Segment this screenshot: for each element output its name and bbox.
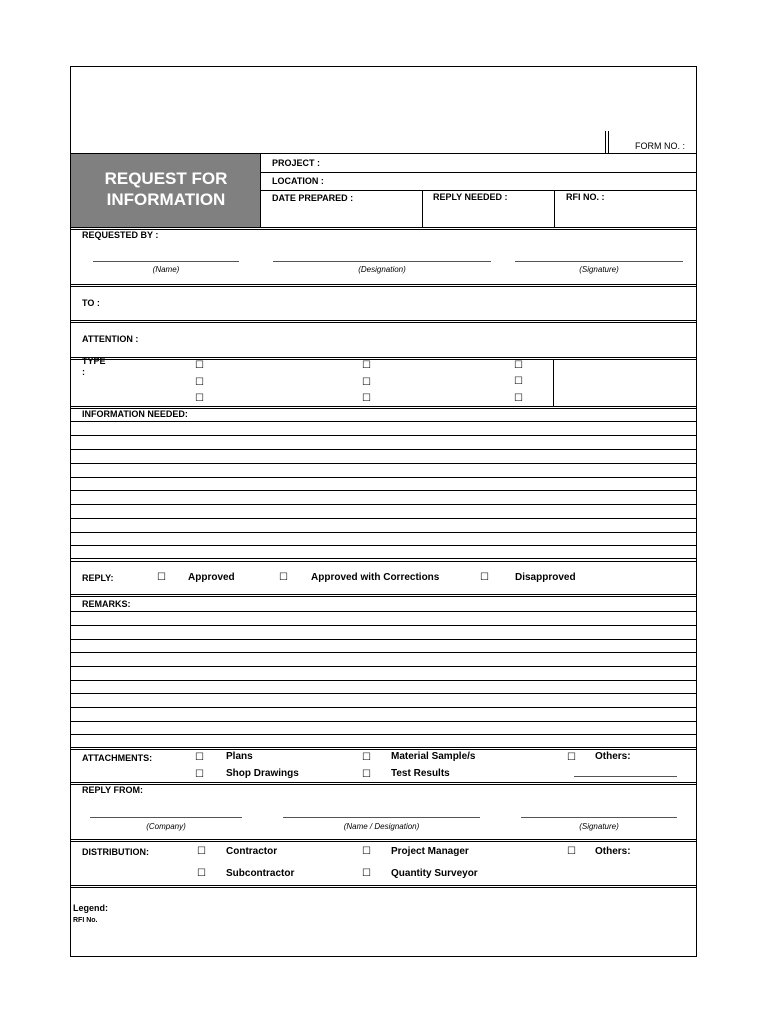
shop-drawings-checkbox[interactable]: ☐ — [195, 769, 204, 780]
attachments-others-field[interactable] — [574, 776, 677, 777]
section-line — [70, 229, 696, 230]
plans-option: Plans — [226, 751, 253, 762]
reply-from-label: REPLY FROM: — [82, 785, 144, 795]
type-checkbox-4[interactable]: ☐ — [362, 360, 371, 371]
section-line — [70, 322, 696, 323]
remarks-label: REMARKS: — [82, 599, 131, 609]
section-line — [70, 359, 696, 360]
approved-with-corrections-option: Approved with Corrections — [311, 572, 440, 583]
reply-needed-label: REPLY NEEDED : — [433, 192, 508, 202]
distribution-others-option: Others: — [595, 846, 631, 857]
form-no-marker — [605, 131, 606, 153]
writing-line — [70, 558, 696, 559]
legend-item-rfi-no: RFI No. — [73, 917, 98, 924]
signature-caption: (Signature) — [579, 265, 619, 274]
writing-line — [70, 625, 696, 626]
section-line — [70, 284, 696, 285]
form-no-label: FORM NO. : — [635, 141, 685, 151]
material-samples-checkbox[interactable]: ☐ — [362, 752, 371, 763]
type-checkbox-7[interactable]: ☐ — [514, 360, 523, 371]
section-line — [70, 594, 696, 595]
test-results-checkbox[interactable]: ☐ — [362, 769, 371, 780]
type-checkbox-3[interactable]: ☐ — [195, 393, 204, 404]
project-manager-checkbox[interactable]: ☐ — [362, 846, 371, 857]
type-checkbox-1[interactable]: ☐ — [195, 360, 204, 371]
writing-line — [70, 666, 696, 667]
name-signature-line[interactable] — [93, 261, 239, 262]
name-caption: (Name) — [152, 265, 180, 274]
section-line — [70, 406, 696, 407]
attention-field[interactable] — [148, 333, 678, 345]
writing-line — [70, 518, 696, 519]
reply-signature-line[interactable] — [521, 817, 677, 818]
writing-line — [70, 490, 696, 491]
writing-line — [70, 611, 696, 612]
plans-checkbox[interactable]: ☐ — [195, 752, 204, 763]
section-line — [70, 885, 696, 886]
type-label: TYPE : — [82, 356, 106, 377]
location-label: LOCATION : — [272, 176, 324, 186]
type-checkbox-9[interactable]: ☐ — [514, 393, 523, 404]
form-no-marker — [608, 131, 609, 153]
requested-by-label: REQUESTED BY : — [82, 230, 159, 240]
writing-line — [70, 680, 696, 681]
attachments-others-option: Others: — [595, 751, 631, 762]
subcontractor-option: Subcontractor — [226, 868, 295, 879]
information-needed-label: INFORMATION NEEDED: — [82, 409, 188, 419]
writing-line — [70, 734, 696, 735]
writing-line — [70, 477, 696, 478]
writing-line — [70, 504, 696, 505]
writing-line — [70, 707, 696, 708]
reply-needed-field[interactable] — [433, 208, 543, 220]
writing-line — [70, 639, 696, 640]
location-line — [260, 190, 696, 191]
section-line — [70, 286, 696, 287]
disapproved-checkbox[interactable]: ☐ — [480, 572, 489, 583]
date-prepared-field[interactable] — [272, 208, 412, 220]
attachments-label: ATTACHMENTS: — [82, 753, 153, 763]
section-line — [70, 784, 696, 785]
distribution-label: DISTRIBUTION: — [82, 847, 149, 857]
writing-line — [70, 721, 696, 722]
section-line — [70, 887, 696, 888]
approved-checkbox[interactable]: ☐ — [157, 572, 166, 583]
date-prepared-label: DATE PREPARED : — [272, 193, 354, 203]
project-line — [260, 172, 696, 173]
writing-line — [70, 693, 696, 694]
reply-signature-caption: (Signature) — [579, 822, 619, 831]
section-line — [70, 749, 696, 750]
rfi-no-label: RFI NO. : — [566, 192, 605, 202]
distribution-others-checkbox[interactable]: ☐ — [567, 846, 576, 857]
section-line — [70, 357, 696, 358]
quantity-surveyor-option: Quantity Surveyor — [391, 868, 478, 879]
writing-line — [70, 463, 696, 464]
section-line — [70, 596, 696, 597]
approved-option: Approved — [188, 572, 235, 583]
writing-line — [70, 449, 696, 450]
project-label: PROJECT : — [272, 158, 321, 168]
to-field[interactable] — [110, 297, 680, 309]
contractor-checkbox[interactable]: ☐ — [197, 846, 206, 857]
company-signature-line[interactable] — [90, 817, 242, 818]
designation-signature-line[interactable] — [273, 261, 491, 262]
attachments-others-checkbox[interactable]: ☐ — [567, 752, 576, 763]
writing-line — [70, 545, 696, 546]
reply-label: REPLY: — [82, 573, 114, 583]
writing-line — [70, 532, 696, 533]
page-title: REQUEST FOR INFORMATION — [104, 169, 228, 209]
company-caption: (Company) — [146, 822, 186, 831]
writing-line — [70, 421, 696, 422]
writing-line — [70, 652, 696, 653]
writing-line — [70, 435, 696, 436]
subcontractor-checkbox[interactable]: ☐ — [197, 868, 206, 879]
type-checkbox-8[interactable]: ☐ — [514, 376, 523, 387]
type-checkbox-5[interactable]: ☐ — [362, 377, 371, 388]
material-samples-option: Material Sample/s — [391, 751, 476, 762]
type-divider — [553, 359, 554, 407]
legend-label: Legend: — [73, 903, 108, 913]
date-divider — [422, 190, 423, 227]
designation-caption: (Designation) — [358, 265, 406, 274]
name-designation-caption: (Name / Designation) — [343, 822, 420, 831]
project-field[interactable] — [340, 157, 680, 169]
section-line — [70, 320, 696, 321]
type-checkbox-2[interactable]: ☐ — [195, 377, 204, 388]
section-line — [70, 561, 696, 562]
contractor-option: Contractor — [226, 846, 278, 857]
reply-divider — [554, 190, 555, 227]
quantity-surveyor-checkbox[interactable]: ☐ — [362, 868, 371, 879]
shop-drawings-option: Shop Drawings — [226, 768, 299, 779]
disapproved-option: Disapproved — [515, 572, 576, 583]
test-results-option: Test Results — [391, 768, 450, 779]
name-designation-signature-line[interactable] — [283, 817, 480, 818]
section-line — [70, 747, 696, 748]
signature-line[interactable] — [515, 261, 683, 262]
section-line — [70, 839, 696, 840]
to-label: TO : — [82, 298, 100, 308]
rfi-no-field[interactable] — [566, 208, 686, 220]
attention-label: ATTENTION : — [82, 334, 139, 344]
approved-with-corrections-checkbox[interactable]: ☐ — [279, 572, 288, 583]
location-field[interactable] — [340, 175, 680, 187]
project-manager-option: Project Manager — [391, 846, 469, 857]
section-line — [70, 841, 696, 842]
type-checkbox-6[interactable]: ☐ — [362, 393, 371, 404]
section-line — [70, 227, 696, 228]
section-line — [70, 782, 696, 783]
